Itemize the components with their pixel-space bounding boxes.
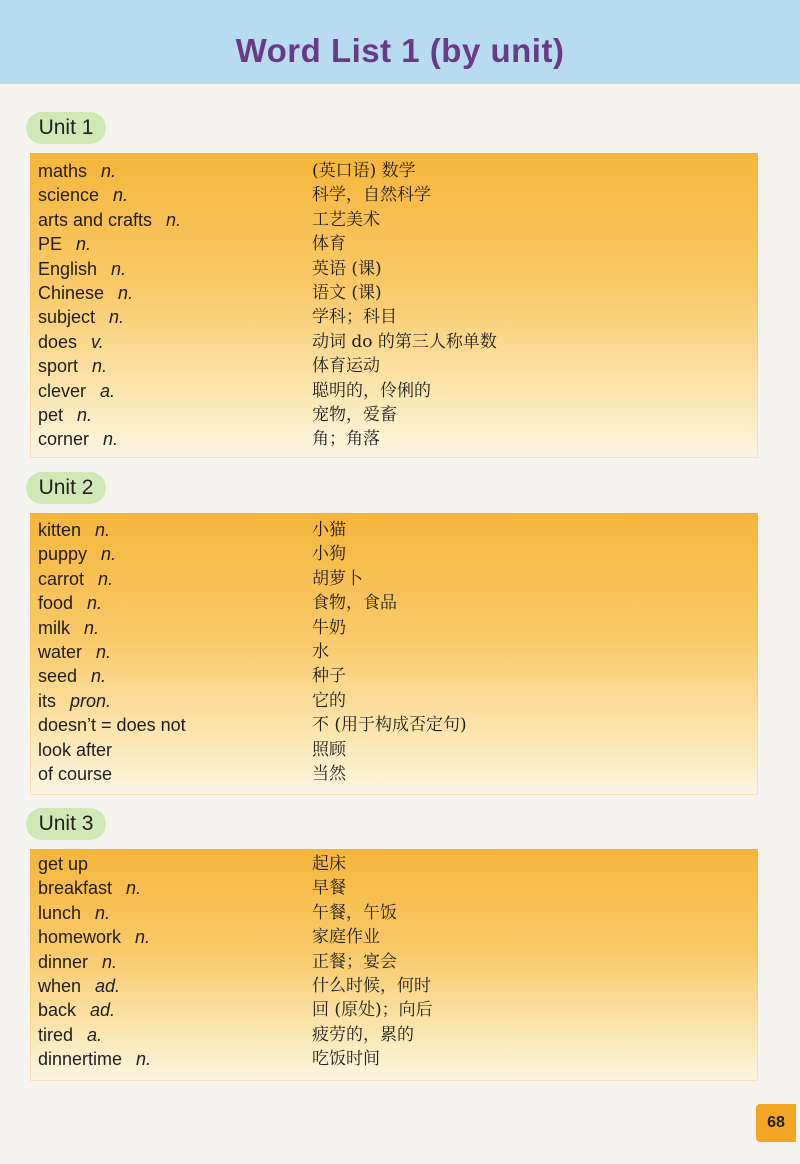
word-text: breakfast bbox=[38, 878, 113, 899]
word-text: of course bbox=[38, 764, 113, 784]
list-item bbox=[30, 591, 758, 615]
word-translation: 小狗 bbox=[312, 544, 346, 565]
list-item bbox=[30, 664, 758, 688]
list-item bbox=[30, 159, 758, 183]
word-text: get up bbox=[38, 854, 89, 874]
word-translation: 体育运动 bbox=[312, 356, 380, 377]
word-english bbox=[38, 518, 110, 542]
word-text: does bbox=[38, 331, 78, 352]
word-english bbox=[38, 330, 104, 354]
word-english bbox=[38, 901, 110, 925]
list-item bbox=[30, 379, 758, 403]
word-text: doesn’t = does not bbox=[38, 715, 186, 736]
part-of-speech: a. bbox=[100, 380, 116, 401]
part-of-speech: n. bbox=[118, 283, 134, 303]
part-of-speech: n. bbox=[166, 209, 182, 230]
list-item bbox=[30, 427, 758, 451]
word-translation: 回 (原处)；向后 bbox=[312, 1000, 433, 1021]
word-translation: 食物，食品 bbox=[312, 593, 397, 614]
list-item bbox=[30, 1047, 758, 1071]
part-of-speech: n. bbox=[101, 161, 117, 181]
word-text: maths bbox=[38, 161, 88, 181]
word-translation: 语文 (课) bbox=[312, 283, 382, 303]
word-translation: 家庭作业 bbox=[312, 927, 380, 948]
word-translation: 不 (用于构成否定句) bbox=[312, 715, 467, 736]
part-of-speech: n. bbox=[84, 617, 100, 638]
list-item bbox=[30, 925, 758, 949]
word-text: look after bbox=[38, 739, 113, 760]
part-of-speech: n. bbox=[126, 878, 142, 899]
word-english bbox=[38, 403, 92, 427]
list-item bbox=[30, 616, 758, 640]
part-of-speech: n. bbox=[103, 429, 119, 450]
word-translation: 种子 bbox=[312, 666, 346, 687]
word-translation: 宠物，爱畜 bbox=[312, 405, 397, 425]
word-text: seed bbox=[38, 666, 78, 687]
list-item bbox=[30, 901, 758, 925]
part-of-speech: v. bbox=[91, 331, 104, 352]
word-english bbox=[38, 713, 186, 737]
unit-panel bbox=[30, 153, 758, 458]
word-text: dinnertime bbox=[38, 1049, 123, 1070]
word-english bbox=[38, 616, 99, 640]
word-text: tired bbox=[38, 1024, 74, 1045]
part-of-speech: n. bbox=[91, 666, 107, 687]
word-text: when bbox=[38, 976, 82, 996]
word-translation: (英口语) 数学 bbox=[312, 161, 416, 181]
page-title: Word List 1 (by unit) bbox=[235, 32, 565, 69]
word-translation: 起床 bbox=[312, 854, 346, 874]
word-english bbox=[38, 208, 181, 232]
word-english bbox=[38, 738, 112, 762]
word-english bbox=[38, 640, 111, 664]
list-item bbox=[30, 876, 758, 900]
word-text: milk bbox=[38, 617, 70, 638]
word-text: arts and crafts bbox=[38, 209, 153, 230]
list-item bbox=[30, 354, 758, 378]
part-of-speech: n. bbox=[87, 593, 103, 614]
unit-panel bbox=[30, 513, 758, 795]
page-number: 68 bbox=[756, 1104, 796, 1142]
list-item bbox=[30, 567, 758, 591]
word-translation: 胡萝卜 bbox=[312, 568, 363, 589]
word-translation: 疲劳的，累的 bbox=[312, 1024, 414, 1045]
word-text: pet bbox=[38, 405, 64, 425]
unit-tab: Unit 1 bbox=[26, 112, 106, 144]
word-english bbox=[38, 998, 115, 1022]
word-translation: 体育 bbox=[312, 234, 346, 255]
word-english bbox=[38, 876, 141, 900]
list-item bbox=[30, 518, 758, 542]
word-english bbox=[38, 689, 111, 713]
word-translation: 午餐，午饭 bbox=[312, 902, 397, 923]
part-of-speech: n. bbox=[136, 1049, 152, 1070]
list-item bbox=[30, 738, 758, 762]
word-text: puppy bbox=[38, 544, 88, 565]
part-of-speech: n. bbox=[95, 520, 111, 540]
word-english bbox=[38, 159, 116, 183]
word-text: corner bbox=[38, 429, 90, 450]
list-item bbox=[30, 403, 758, 427]
word-translation: 工艺美术 bbox=[312, 209, 380, 230]
word-text: clever bbox=[38, 380, 87, 401]
part-of-speech: n. bbox=[113, 185, 129, 206]
word-english bbox=[38, 950, 117, 974]
list-item bbox=[30, 852, 758, 876]
word-translation: 正餐；宴会 bbox=[312, 951, 397, 972]
unit-tab: Unit 2 bbox=[26, 472, 106, 504]
word-text: Chinese bbox=[38, 283, 105, 303]
word-english bbox=[38, 379, 115, 403]
word-translation: 什么时候，何时 bbox=[312, 976, 431, 996]
list-item bbox=[30, 974, 758, 998]
word-translation: 当然 bbox=[312, 764, 346, 784]
list-item bbox=[30, 713, 758, 737]
word-english bbox=[38, 183, 128, 207]
word-text: kitten bbox=[38, 520, 82, 540]
part-of-speech: n. bbox=[92, 356, 108, 377]
word-text: carrot bbox=[38, 568, 85, 589]
word-text: dinner bbox=[38, 951, 89, 972]
word-english bbox=[38, 354, 107, 378]
word-translation: 早餐 bbox=[312, 878, 346, 899]
word-english bbox=[38, 1023, 102, 1047]
list-item bbox=[30, 305, 758, 329]
list-item bbox=[30, 281, 758, 305]
list-item bbox=[30, 998, 758, 1022]
part-of-speech: pron. bbox=[70, 690, 112, 711]
word-text: food bbox=[38, 593, 74, 614]
part-of-speech: n. bbox=[102, 951, 118, 972]
word-text: sport bbox=[38, 356, 79, 377]
word-translation: 水 bbox=[312, 642, 329, 662]
part-of-speech: n. bbox=[95, 902, 111, 923]
word-translation: 英语 (课) bbox=[312, 258, 382, 279]
part-of-speech: n. bbox=[109, 307, 125, 328]
word-translation: 角；角落 bbox=[312, 429, 380, 450]
part-of-speech: n. bbox=[135, 927, 151, 948]
word-text: back bbox=[38, 1000, 77, 1021]
word-english bbox=[38, 567, 113, 591]
word-text: lunch bbox=[38, 902, 82, 923]
word-text: water bbox=[38, 642, 83, 662]
word-text: homework bbox=[38, 927, 122, 948]
word-english bbox=[38, 257, 126, 281]
list-item bbox=[30, 232, 758, 256]
word-english bbox=[38, 305, 124, 329]
unit-tab: Unit 3 bbox=[26, 808, 106, 840]
word-english bbox=[38, 427, 118, 451]
list-item bbox=[30, 1023, 758, 1047]
word-english bbox=[38, 1047, 151, 1071]
list-item bbox=[30, 330, 758, 354]
word-english bbox=[38, 762, 112, 786]
word-text: science bbox=[38, 185, 100, 206]
word-english bbox=[38, 974, 120, 998]
part-of-speech: a. bbox=[87, 1024, 103, 1045]
word-translation: 牛奶 bbox=[312, 617, 346, 638]
word-english bbox=[38, 281, 133, 305]
list-item bbox=[30, 640, 758, 664]
list-item bbox=[30, 183, 758, 207]
word-translation: 它的 bbox=[312, 690, 346, 711]
word-translation: 科学，自然科学 bbox=[312, 185, 431, 206]
word-translation: 聪明的，伶俐的 bbox=[312, 380, 431, 401]
word-translation: 学科；科目 bbox=[312, 307, 397, 328]
part-of-speech: n. bbox=[98, 568, 114, 589]
list-item bbox=[30, 542, 758, 566]
word-english bbox=[38, 591, 102, 615]
list-item bbox=[30, 208, 758, 232]
part-of-speech: ad. bbox=[90, 1000, 116, 1021]
part-of-speech: n. bbox=[76, 234, 92, 255]
list-item bbox=[30, 689, 758, 713]
word-english bbox=[38, 664, 106, 688]
word-translation: 小猫 bbox=[312, 520, 346, 540]
word-text: subject bbox=[38, 307, 96, 328]
part-of-speech: n. bbox=[101, 544, 117, 565]
part-of-speech: ad. bbox=[95, 976, 121, 996]
word-text: its bbox=[38, 690, 56, 711]
part-of-speech: n. bbox=[111, 258, 127, 279]
list-item bbox=[30, 950, 758, 974]
word-translation: 吃饭时间 bbox=[312, 1049, 380, 1070]
part-of-speech: n. bbox=[77, 405, 93, 425]
word-translation: 动词 do 的第三人称单数 bbox=[312, 331, 497, 352]
word-text: PE bbox=[38, 234, 63, 255]
word-english bbox=[38, 852, 88, 876]
word-translation: 照顾 bbox=[312, 739, 346, 760]
unit-panel bbox=[30, 849, 758, 1081]
list-item bbox=[30, 257, 758, 281]
part-of-speech: n. bbox=[96, 642, 112, 662]
list-item bbox=[30, 762, 758, 786]
word-text: English bbox=[38, 258, 98, 279]
word-english bbox=[38, 925, 150, 949]
word-english bbox=[38, 542, 116, 566]
word-english bbox=[38, 232, 91, 256]
